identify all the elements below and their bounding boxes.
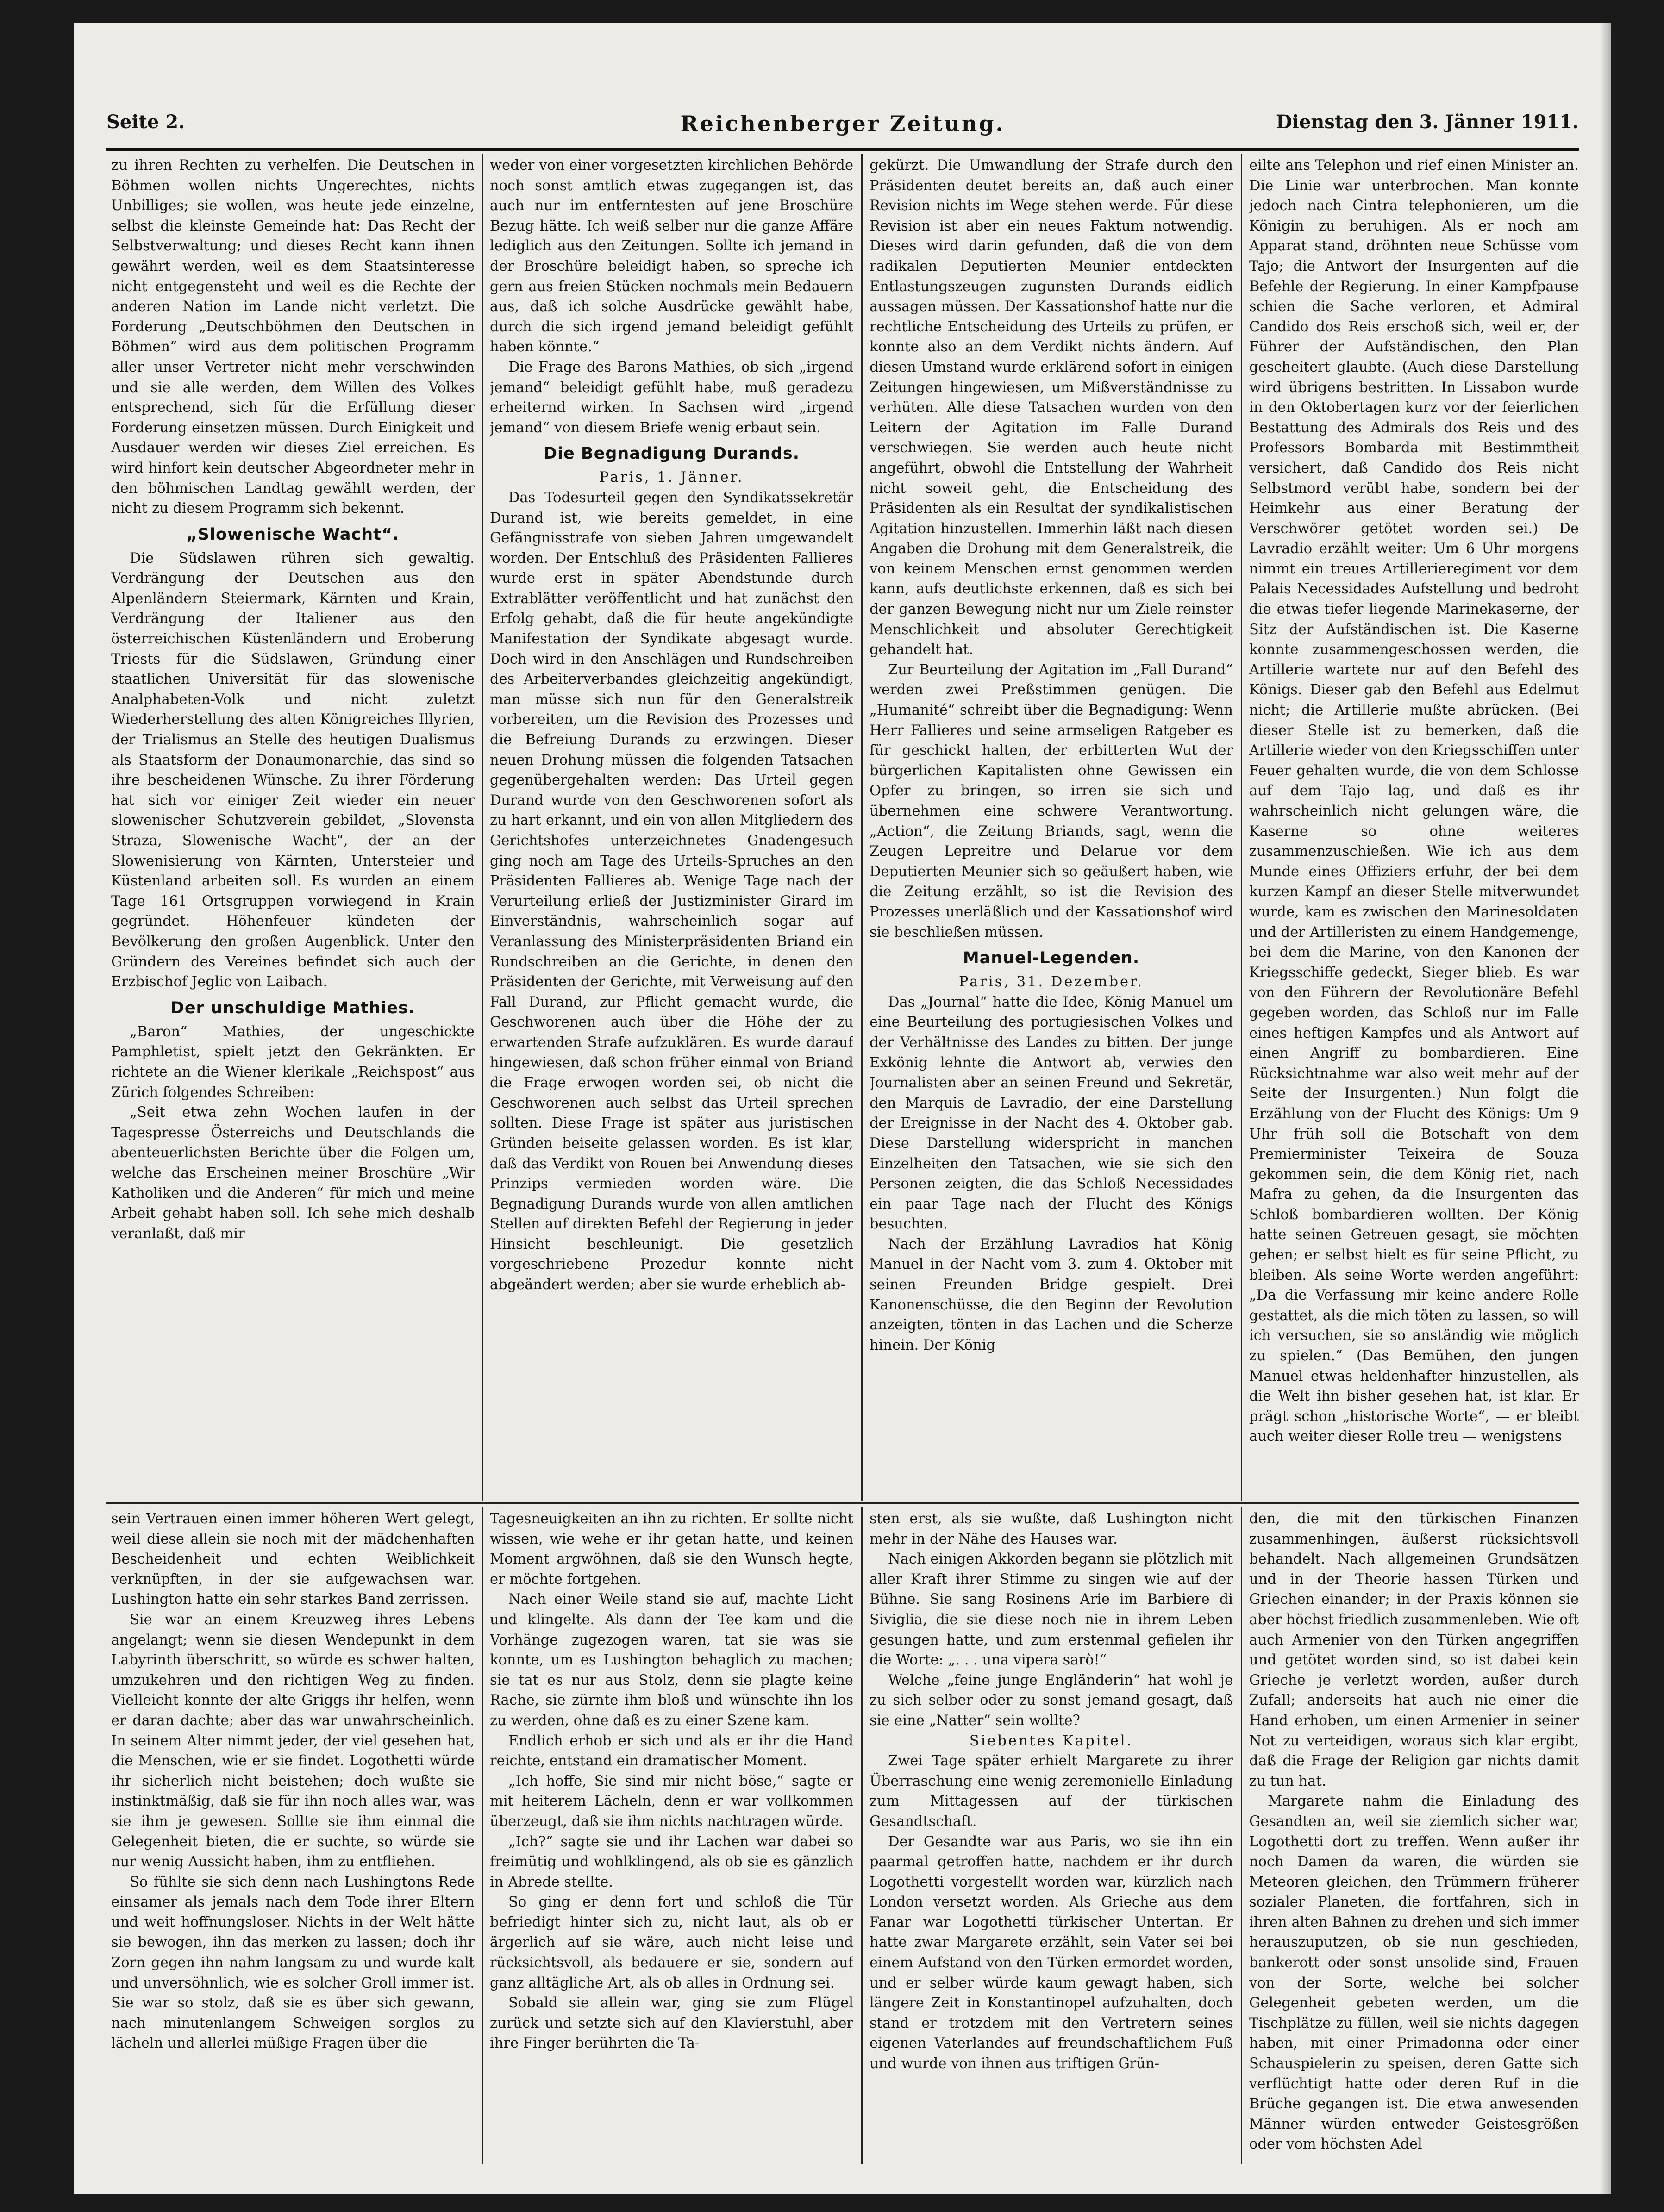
paragraph: Sobald sie allein war, ging sie zum Flügel zurück und setzte sich auf den Klavierstuhl, aber ihre Finger berührten die Ta- — [490, 1995, 853, 2052]
feuilleton-column-1 — [111, 1509, 475, 2162]
article-column-4 — [1249, 156, 1579, 1498]
feuilleton-column-2 — [490, 1509, 853, 2162]
article-column-2 — [490, 156, 853, 1498]
paragraph: Endlich erhob er sich und als er ihr die Hand reichte, entstand ein dramatischer Moment. — [490, 1732, 853, 1770]
paragraph: den, die mit den türkischen Finanzen zusammenhingen, äußerst rücksichtsvoll behandelt. Nach allgemeinen Grundsätzen und in der Theorie hassen Türken und Griechen einander; in der Praxis können sie aber höchst friedlich zusammenleben. Wie oft auch Armenier von den Türken angegriffen und getötet worden sind, so ist dabei kein Grieche je verletzt worden, außer durch Zufall; anderseits hat auch nie einer die Hand erhoben, um einen Armenier in seiner Not zu verteidigen, woraus sich klar ergibt, daß die Frage der Religion gar nichts damit zu tun hat. — [1249, 1511, 1579, 1789]
page-header — [106, 106, 1579, 151]
column-rule — [482, 1507, 483, 2164]
article-column-3 — [870, 156, 1233, 1498]
headline-begnadigung-durands: Die Begnadigung Durands. — [543, 444, 800, 463]
paragraph: Das „Journal“ hatte die Idee, König Manuel um eine Beurteilung des portugiesischen Volkes und der Verhältnisse des Landes zu bitten. Der junge Exkönig lehnte die Antwort ab, verwies den Journalisten aber an seinen Freund und Sekretär, den Marquis de Lavradio, der eine Darstellung der Ereignisse in der Nacht des 4. Oktober gab. Diese Darstellung widerspricht in manchen Einzelheiten den Tatsachen, wie sie sich den Personen zeigten, die das Schloß Necessidades ein paar Tage nach der Flucht des Königs besuchten. — [870, 994, 1233, 1233]
paragraph: „Baron“ Mathies, der ungeschickte Pamphletist, spielt jetzt den Gekränkten. Er richtete an die Wiener klerikale „Reichspost“ aus Zürich folgendes Schreiben: — [111, 1023, 475, 1101]
paragraph: gekürzt. Die Umwandlung der Strafe durch den Präsidenten deutet bereits an, daß auch einer Revision nichts im Wege stehen werde. Für diese Revision ist aber ein neues Faktum notwendig. Dieses wird darin gefunden, daß die von dem radikalen Deputierten Meunier entdeckten Entlastungszeugen zugunsten Durands eidlich aussagen müssen. Der Kassationshof hatte nur die rechtliche Entscheidung des Urteils zu prüfen, er konnte also an dem Verdikt nichts ändern. Auf diesen Umstand wurde erklärend sofort in einigen Zeitungen hingewiesen, um Mißverständnisse zu verhüten. Alle diese Tatsachen wurden von den Leitern der Agitation im Falle Durand verschwiegen. Sie werden auch heute nicht angeführt, obwohl die Entstellung der Wahrheit nicht soweit geht, die Entscheidung des Präsidenten als ein Resultat der syndikalistischen Agitation hinzustellen. Immerhin läßt nach diesen Angaben die Drohung mit dem Generalstreik, die von keinem Menschen ernst genommen werden kann, aufs deutlichste erkennen, daß es sich bei der ganzen Bewegung nicht nur um Ziele reinster Menschlichkeit und absoluter Gerechtigkeit gehandelt hat. — [870, 157, 1233, 658]
column-rule — [482, 154, 483, 1501]
paragraph: „Ich?“ sagte sie und ihr Lachen war dabei so freimütig und wohlklingend, als ob sie es gänzlich in Abrede stellte. — [490, 1833, 853, 1890]
paragraph: weder von einer vorgesetzten kirchlichen Behörde noch sonst amtlich etwas zugegangen ist, das auch nur im entferntesten auf jene Broschüre Bezug hätte. Ich weiß selber nur die ganze Affäre lediglich aus den Zeitungen. Sollte ich jemand in der Broschüre beleidigt haben, so spreche ich gern aus freien Stücken nochmals mein Bedauern aus, daß ich solche Ausdrücke gewählt habe, durch die sich irgend jemand beleidigt gefühlt haben könnte.“ — [490, 157, 853, 355]
paragraph: Zwei Tage später erhielt Margarete zu ihrer Überraschung eine wenig zeremonielle Einladung zum Mittagessen auf der türkischen Gesandtschaft. — [870, 1753, 1233, 1830]
paragraph: zu ihren Rechten zu verhelfen. Die Deutschen in Böhmen wollen nichts Ungerechtes, nichts Unbilliges; sie wollen, was heute jede einzelne, selbst die kleinste Gemeinde hat: Das Recht der Selbstverwaltung; und dieses Recht kann ihnen gewährt werden, weil es dem Staatsinteresse nicht entgegensteht und weil es die Rechte der anderen Nation im Lande nicht verletzt. Die Forderung „Deutschböhmen den Deutschen in Böhmen“ wird aus dem politischen Programm aller unser Vertreter nicht mehr verschwinden und sie alle werden, dem Willen des Volkes entsprechend, sich für die Erfüllung dieser Forderung einsetzen müssen. Durch Einigkeit und Ausdauer werden wir dieses Ziel erreichen. Es wird hinfort kein deutscher Abgeordneter mehr in den böhmischen Landtag gewählt werden, der nicht zu diesem Programm sich bekennt. — [111, 157, 475, 517]
issue-date: Dienstag den 3. Jänner 1911. — [1276, 111, 1579, 133]
headline-manuel-legenden: Manuel-Legenden. — [963, 949, 1140, 968]
column-rule — [861, 154, 863, 1501]
paragraph: Die Frage des Barons Mathies, ob sich „irgend jemand“ beleidigt gefühlt habe, muß geradezu erheiternd wirken. In Sachsen wird „irgend jemand“ von diesem Briefe wenig erbaut sein. — [490, 359, 853, 436]
column-rule — [1241, 154, 1242, 1501]
paragraph: Welche „feine junge Engländerin“ hat wohl je zu sich selber oder zu sonst jemand gesagt, daß sie eine „Natter“ sein wollte? — [870, 1672, 1233, 1729]
paragraph: eilte ans Telephon und rief einen Minister an. Die Linie war unterbrochen. Man konnte jedoch nach Cintra telephonieren, um die Königin zu beruhigen. Als er noch am Apparat stand, dröhnten neue Schüsse vom Tajo; die Antwort der Insurgenten auf die Befehle der Regierung. In einer Kampfpause schien die Sache verloren, et Admiral Candido dos Reis erschoß sich, weil er, der Führer der Aufständischen, den Plan gescheitert glaubte. (Auch diese Darstellung wird übrigens bestritten. In Lissabon wurde in den Oktobertagen kurz vor der feierlichen Bestattung des Admirals dos Reis und des Professors Bombarda mit Bestimmtheit versichert, daß Candido dos Reis nicht Selbstmord verübt habe, sondern bei der Heimkehr aus einer Beratung der Verschwörer getötet worden sei.) De Lavradio erzählt weiter: Um 6 Uhr morgens nimmt ein treues Artillerieregiment vor dem Palais Necessidades Aufstellung und bedroht die etwas tiefer liegende Marinekaserne, der Sitz der Aufständischen ist. Die Kaserne konnte zusammengeschossen werden, die Artillerie wartete nur auf den Befehl des Königs. Dieser gab den Befehl aus Edelmut nicht; die Artillerie mußte abrücken. (Bei dieser Stelle ist zu bemerken, daß die Artillerie wieder von den Kriegsschiffen unter Feuer gehalten wurde, die von dem Schlosse auf dem Tajo lag, und daß es ihr wahrscheinlich nicht gelungen wäre, die Kaserne so ohne weiteres zusammenzuschießen. Wie ich aus dem Munde eines Offiziers erfuhr, der bei dem kurzen Kampf an dieser Stelle mitverwundet wurde, kam es zwischen den Marinesoldaten und der Artilleristen zu einem Handgemenge, bei dem die Marine, von den Kanonen der Kriegsschiffe gedeckt, Sieger blieb. Es war von den Führern der Revolutionäre Befehl gegeben worden, das Schloß nur im Falle eines heftigen Kampfes und als Antwort auf einen Angriff zu bombardieren. Eine Rücksichtnahme war also weit mehr auf der Seite der Insurgenten.) Nun folgt die Erzählung von der Flucht des Königs: Um 9 Uhr früh soll die Botschaft von dem Premierminister Teixeira de Souza gekommen sein, die dem König riet, nach Mafra zu gehen, da die Insurgenten das Schloß bombardieren wollten. Der König hatte seinen Getreuen gesagt, sie möchten gehen; er selbst hielt es für seine Pflicht, zu bleiben. Als seine Worte werden angeführt: „Da die Verfassung mir keine andere Rolle gestattet, als die mich töten zu lassen, so will ich versuchen, sie so anständig wie möglich zu spielen.“ (Das Bemühen, den jungen Manuel etwas heldenhafter hinzustellen, als die Welt ihn bisher gesehen hat, ist klar. Er prägt schon „historische Worte“, — er bleibt auch weiter dieser Rolle treu — wenigstens — [1249, 157, 1579, 1445]
headline-unschuldige-mathies: Der unschuldige Mathies. — [170, 998, 415, 1017]
paragraph: Nach einer Weile stand sie auf, machte Licht und klingelte. Als dann der Tee kam und die Vorhänge zugezogen waren, tat sie was sie konnte, um es Lushington behaglich zu machen; sie tat es nur aus Stolz, denn sie plagte keine Rache, sie zürnte ihm bloß und wünschte ihn los zu werden, ohne daß es zu einer Szene kam. — [490, 1591, 853, 1729]
dateline: Paris, 1. Jänner. — [599, 469, 744, 486]
paragraph: sein Vertrauen einen immer höheren Wert gelegt, weil diese allein sie noch mit der mädchenhaften Bescheidenheit und echten Weiblichkeit verknüpften, in der sie aufgewachsen war. Lushington hatte ein sehr starkes Band zerrissen. — [111, 1511, 475, 1608]
paragraph: Die Südslawen rühren sich gewaltig. Verdrängung der Deutschen aus den Alpenländern Steiermark, Kärnten und Krain, Verdrängung der Italiener aus den österreichischen Küstenländern und Eroberung Triests für die Südslawen, Gründung einer staatlichen Universität für das slowenische Analphabeten-Volk und nicht zuletzt Wiederherstellung des alten Königreiches Illyrien, der Trialismus an Stelle des heutigen Dualismus als Staatsform der Donaumonarchie, das sind so ihre bescheidenen Wünsche. Zu ihrer Förderung hat sich vor einiger Zeit wieder ein neuer slowenischer Schutzverein gebildet, „Slovensta Straza, Slowenische Wacht“, der an der Slowenisierung von Kärnten, Untersteier und Küstenland arbeiten soll. Es wurden an einem Tage 161 Ortsgruppen vorwiegend in Krain gegründet. Höhenfeuer kündeten der Bevölkerung den großen Augenblick. Unter den Gründern des Vereines befindet sich auch der Erzbischof Jeglic von Laibach. — [111, 550, 475, 991]
headline-slowenische-wacht: „Slowenische Wacht“. — [186, 525, 400, 544]
dateline: Paris, 31. Dezember. — [959, 974, 1144, 991]
page-number: Seite 2. — [106, 111, 185, 133]
paragraph: Tagesneuigkeiten an ihn zu richten. Er sollte nicht wissen, wie wehe er ihr getan hatte, und keinen Moment argwöhnen, daß sie den Wunsch hegte, er möchte fortgehen. — [490, 1511, 853, 1588]
paragraph: sten erst, als sie wußte, daß Lushington nicht mehr in der Nähe des Hauses war. — [870, 1511, 1233, 1547]
paragraph: „Seit etwa zehn Wochen laufen in der Tagespresse Österreichs und Deutschlands die abenteuerlichsten Berichte über die Folgen um, welche das Erscheinen meiner Broschüre „Wir Katholiken und die Anderen“ für mich und meine Arbeit gehabt haben soll. Ich sehe mich deshalb veranlaßt, daß mir — [111, 1104, 475, 1242]
article-column-1 — [111, 156, 475, 1498]
paragraph: Margarete nahm die Einladung des Gesandten an, weil sie ziemlich sicher war, Logothetti dort zu treffen. Wenn außer ihr noch Damen da waren, die würden sie Meteoren gleichen, den Trümmern früherer sozialer Planeten, die fortfahren, sich in ihren alten Bahnen zu drehen und sich immer herauszuputzen, ob sie nun geschieden, bankerott oder sonst unsolide sind, Frauen von der Sorte, welche bei solcher Gelegenheit gebeten werden, um die Tischplätze zu füllen, weil sie nichts dagegen haben, mit einer Primadonna oder einer Schauspielerin zu speisen, deren Gatte sich verflüchtigt hatte oder deren Ruf in die Brüche gegangen ist. Die etwa anwesenden Männer würden entweder Geistesgrößen oder vom höchsten Adel — [1249, 1793, 1579, 2153]
paragraph: Der Gesandte war aus Paris, wo sie ihn ein paarmal getroffen hatte, nachdem er ihr durch Logothetti vorgestellt worden war, kürzlich nach London versetzt worden. Als Grieche aus dem Fanar war Logothetti türkischer Untertan. Er hatte zwar Margarete erzählt, sein Vater sei bei einem Aufstand von den Türken ermordet worden, und er selber würde kaum gewagt haben, sich längere Zeit in Konstantinopel aufzuhalten, doch stand er trotzdem mit den Vertretern seines eigenen Vaterlandes auf freundschaftlichem Fuß und wurde von ihnen aus triftigen Grün- — [870, 1833, 1233, 2072]
column-rule — [1241, 1507, 1242, 2164]
column-rule — [861, 1507, 863, 2164]
feuilleton-column-3 — [870, 1509, 1233, 2162]
paragraph: So fühlte sie sich denn nach Lushingtons Rede einsamer als jemals nach dem Tode ihrer Eltern und weit hoffnungsloser. Nichts in der Welt hätte sie bewogen, ihn das merken zu lassen; doch ihr Zorn gegen ihn nahm langsam zu und wurde kalt und unversöhnlich, wie es solcher Groll immer ist. Sie war so stolz, daß sie es über sich gewann, nach minutenlangem Schweigen sorglos zu lächeln und allerlei müßige Fragen über die — [111, 1874, 475, 2052]
newspaper-page — [74, 23, 1611, 2194]
paragraph: Sie war an einem Kreuzweg ihres Lebens angelangt; wenn sie diesen Wendepunkt in dem Labyrinth überschritt, so würde es schwer halten, umzukehren und den richtigen Weg zu finden. Vielleicht konnte der alte Griggs ihr helfen, wenn er daran dachte; aber das war unwahrscheinlich. In seinem Alter nimmt jeder, der viel gesehen hat, die Menschen, wie er sie findet. Logothetti würde ihr sicherlich nicht beistehen; doch wußte sie instinktmäßig, daß sie für ihn noch alles war, was sie ihm je gewesen. Sollte sie ihm einmal die Gelegenheit bieten, die er suchte, so würde sie nur wenig Aussicht haben, ihm zu entfliehen. — [111, 1611, 475, 1870]
chapter-heading: Siebentes Kapitel. — [969, 1732, 1133, 1749]
feuilleton-divider — [106, 1502, 1579, 1504]
masthead-title: Reichenberger Zeitung. — [680, 111, 1005, 136]
paragraph: So ging er denn fort und schloß die Tür befriedigt hinter sich zu, nicht laut, als ob er ärgerlich auf sie wäre, auch nicht leise und rücksichtsvoll, als bedauere er sie, sondern auf ganz alltägliche Art, als ob alles in Ordnung sei. — [490, 1894, 853, 1991]
paragraph: Nach einigen Akkorden begann sie plötzlich mit aller Kraft ihrer Stimme zu singen wie auf der Bühne. Sie sang Rosinens Arie im Barbiere di Siviglia, die sie diese noch nie in ihrem Leben gesungen hatte, und zum erstenmal gefielen ihr die Worte: „. . . una vipera sarò!“ — [870, 1551, 1233, 1669]
paragraph: Das Todesurteil gegen den Syndikatssekretär Durand ist, wie bereits gemeldet, in eine Gefängnisstrafe von sieben Jahren umgewandelt worden. Der Entschluß des Präsidenten Fallieres wurde erst in später Abendstunde durch Extrablätter veröffentlicht und hat zunächst den Erfolg gehabt, daß die für heute angekündigte Manifestation der Syndikate abgesagt wurde. Doch wird in den Anschlägen und Rundschreiben des Arbeiterverbandes gleichzeitig angekündigt, man müsse sich nun für den Generalstreik vorbereiten, um die Revision des Prozesses und die Befreiung Durands zu erzwingen. Dieser neuen Drohung müssen die folgenden Tatsachen gegenübergehalten werden: Das Urteil gegen Durand wurde von den Geschworenen sofort als zu hart erkannt, und ein von allen Mitgliedern des Gerichtshofes unterzeichnetes Gnadengesuch ging noch am Tage des Urteils-Spruches an den Präsidenten Fallieres ab. Wenige Tage nach der Verurteilung erließ der Justizminister Girard im Einverständnis, wahrscheinlich sogar auf Veranlassung des Ministerpräsidenten Briand ein Rundschreiben an die Gerichte, in denen den Präsidenten der Gerichte, mit Verweisung auf den Fall Durand, zur Pflicht gemacht wurde, die Geschworenen auch über die Höhe der zu erwartenden Strafe aufzuklären. Es wurde darauf hingewiesen, daß schon früher einmal von Briand die Frage erwogen worden sei, ob nicht die Geschworenen auch selbst das Urteil sprechen sollten. Diese Frage ist später aus juristischen Gründen beiseite gelassen worden. Es ist klar, daß das Verdikt von Rouen bei Anwendung dieses Prinzips vermieden worden wäre. Die Begnadigung Durands wurde von allen amtlichen Stellen auf direkten Befehl der Regierung in jeder Hinsicht beschleunigt. Die gesetzlich vorgeschriebene Prozedur konnte nicht abgeändert werden; aber sie wurde erheblich ab- — [490, 489, 853, 1293]
paragraph: Nach der Erzählung Lavradios hat König Manuel in der Nacht vom 3. zum 4. Oktober mit seinen Freunden Bridge gespielt. Drei Kanonenschüsse, die den Beginn der Revolution anzeigten, tönten in das Lachen und die Scherze hinein. Der König — [870, 1236, 1233, 1353]
feuilleton-column-4 — [1249, 1509, 1579, 2162]
paragraph: Zur Beurteilung der Agitation im „Fall Durand“ werden zwei Preßstimmen genügen. Die „Humanité“ schreibt über die Begnadigung: Wenn Herr Fallieres und seine armseligen Ratgeber es für geschickt halten, der erbitterten Wut der bürgerlichen Kapitalisten ohne Gewissen ein Opfer zu bringen, so irren sie sich und übernehmen eine schwere Verantwortung. „Action“, die Zeitung Briands, sagt, wenn die Zeugen Lepreitre und Delarue vor dem Deputierten Meunier sich so geäußert haben, wie die Zeitung erzählt, so ist die Revision des Prozesses unerläßlich und der Kassationshof wird sie beschließen müssen. — [870, 661, 1233, 941]
paragraph: „Ich hoffe, Sie sind mir nicht böse,“ sagte er mit heiterem Lächeln, denn er war vollkommen überzeugt, daß sie ihm nichts nachtragen würde. — [490, 1773, 853, 1830]
